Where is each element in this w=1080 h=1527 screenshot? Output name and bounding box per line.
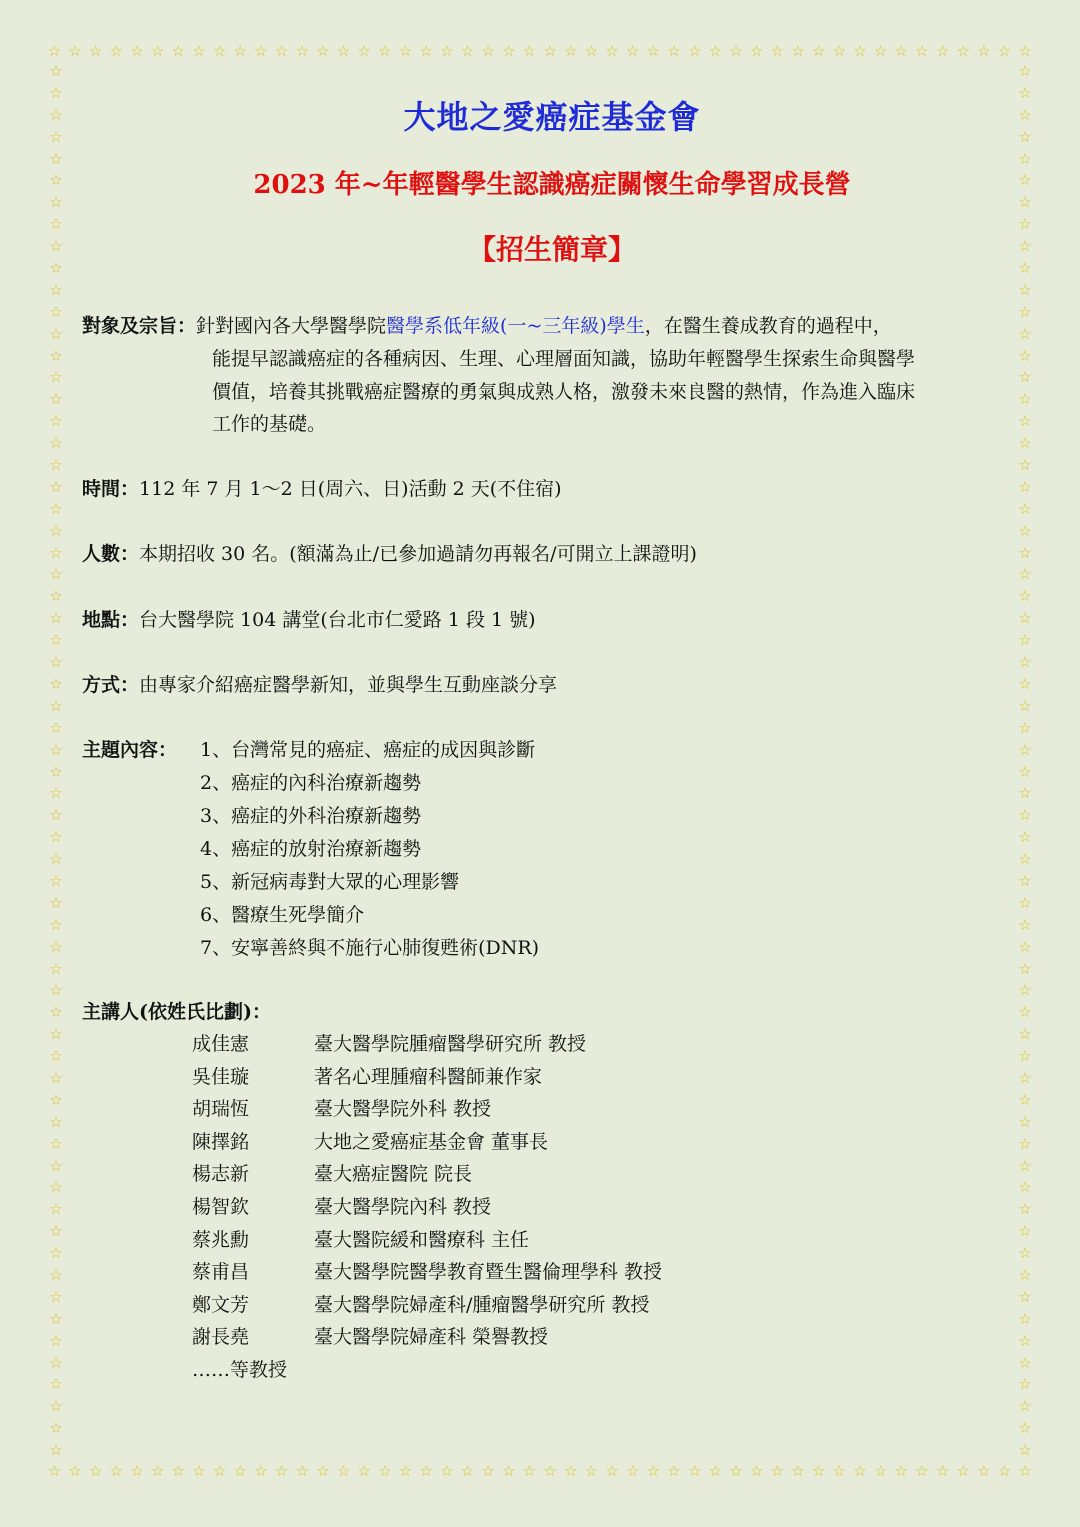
star-icon: ☆ [1018,1156,1032,1175]
star-icon: ☆ [49,981,63,1000]
star-icon: ☆ [49,653,63,672]
star-icon: ☆ [935,44,950,60]
speaker-row [192,1126,662,1159]
star-icon: ☆ [1018,412,1032,431]
star-icon: ☆ [49,64,63,80]
star-icon: ☆ [1018,1112,1032,1131]
place-row [82,604,536,637]
star-icon: ☆ [49,434,63,453]
star-icon: ☆ [49,1178,63,1197]
speaker-title: 臺大醫學院婦產科 榮譽教授 [314,1326,549,1349]
star-icon: ☆ [49,1309,63,1328]
star-icon: ☆ [687,1464,702,1480]
star-icon: ☆ [1018,499,1032,518]
star-icon: ☆ [49,1047,63,1066]
star-icon: ☆ [667,1464,681,1480]
speaker-row [192,1224,662,1257]
star-icon: ☆ [1018,1090,1032,1109]
star-icon: ☆ [770,1464,785,1480]
star-icon: ☆ [873,1464,888,1480]
star-icon: ☆ [49,280,63,299]
star-icon: ☆ [49,959,63,978]
star-icon: ☆ [625,1464,640,1480]
star-icon: ☆ [254,44,268,60]
speaker-row [192,1158,662,1191]
star-icon: ☆ [564,44,578,60]
star-icon: ☆ [522,1464,537,1480]
topic-item: 1、台灣常見的癌症、癌症的成因與診斷 [200,739,536,761]
topic-item: 7、安寧善終與不施行心肺復甦術(DNR) [200,937,540,959]
star-icon: ☆ [398,1464,413,1480]
star-icon: ☆ [1018,390,1032,409]
speaker-title: 大地之愛癌症基金會 董事長 [314,1130,549,1153]
speakers-label: 主講人(依姓氏比劃)： [82,1001,271,1023]
star-icon: ☆ [1018,1441,1032,1460]
star-icon: ☆ [1018,1287,1032,1306]
star-icon: ☆ [1018,346,1032,365]
star-icon: ☆ [49,1090,63,1109]
star-icon: ☆ [49,390,63,409]
star-icon: ☆ [481,44,495,60]
star-icon: ☆ [49,105,63,124]
star-icon: ☆ [49,193,63,212]
star-icon: ☆ [49,1287,63,1306]
star-icon: ☆ [543,44,557,60]
method-label: 方式： [82,674,140,696]
speaker-row [192,1256,662,1289]
speaker-name: 吳佳璇 [192,1065,250,1088]
star-icon: ☆ [49,1331,63,1350]
star-icon: ☆ [1018,1222,1032,1241]
star-icon: ☆ [88,1464,103,1480]
star-icon: ☆ [1018,1331,1032,1350]
star-icon: ☆ [708,44,723,60]
star-icon: ☆ [770,44,785,60]
star-border-left [46,64,66,1464]
star-icon: ☆ [49,850,63,869]
star-icon: ☆ [1018,762,1032,781]
star-icon: ☆ [811,44,826,60]
star-icon: ☆ [1018,696,1032,715]
star-icon: ☆ [49,1003,63,1022]
speaker-title: 臺大癌症醫院 院長 [314,1163,473,1186]
topic-item: 4、癌症的放射治療新趨勢 [200,838,422,860]
star-icon: ☆ [853,44,867,60]
star-icon: ☆ [440,1464,454,1480]
star-icon: ☆ [1018,1309,1032,1328]
star-icon: ☆ [49,718,63,737]
topic-item: 2、癌症的內科治療新趨勢 [200,772,422,794]
star-icon: ☆ [832,1464,846,1480]
star-icon: ☆ [1018,1353,1032,1372]
star-icon: ☆ [336,44,351,60]
topics-label: 主題內容： [82,739,178,761]
star-icon: ☆ [1018,1244,1032,1263]
star-icon: ☆ [49,259,63,278]
star-icon: ☆ [1018,587,1032,606]
star-icon: ☆ [687,44,702,60]
star-icon: ☆ [49,127,63,146]
place-label: 地點： [82,609,140,631]
method-row [82,669,557,702]
star-icon: ☆ [1018,828,1032,847]
star-icon: ☆ [791,44,805,60]
star-icon: ☆ [522,44,537,60]
star-icon: ☆ [1018,456,1032,475]
star-icon: ☆ [1018,302,1032,321]
star-icon: ☆ [1018,477,1032,496]
star-icon: ☆ [49,1025,63,1044]
speaker-title: 著名心理腫瘤科醫師兼作家 [314,1065,543,1088]
topics-list [200,734,539,965]
star-icon: ☆ [1018,193,1032,212]
star-icon: ☆ [1018,259,1032,278]
star-icon: ☆ [997,1464,1012,1480]
star-icon: ☆ [956,1464,970,1480]
speaker-title: 臺大醫院緩和醫療科 主任 [314,1228,530,1251]
star-icon: ☆ [832,44,846,60]
star-icon: ☆ [316,44,330,60]
star-icon: ☆ [49,1265,63,1284]
star-icon: ☆ [873,44,888,60]
star-icon: ☆ [49,631,63,650]
star-icon: ☆ [977,1464,991,1480]
star-icon: ☆ [1018,718,1032,737]
purpose-line2: 能提早認識癌症的各種病因、生理、心理層面知識，協助年輕醫學生探索生命與醫學 [212,348,916,370]
star-icon: ☆ [605,44,619,60]
speaker-title: 臺大醫學院婦產科/腫瘤醫學研究所 教授 [314,1293,650,1316]
star-icon: ☆ [336,1464,351,1480]
star-icon: ☆ [49,149,63,168]
star-icon: ☆ [1018,368,1032,387]
count-row [82,538,697,571]
purpose-label: 對象及宗旨： [82,315,197,337]
star-icon: ☆ [646,44,661,60]
star-icon: ☆ [378,44,392,60]
star-icon: ☆ [49,477,63,496]
star-icon: ☆ [49,1222,63,1241]
star-icon: ☆ [150,1464,165,1480]
purpose-line1-post: ，在醫生養成教育的過程中， [644,315,892,337]
time-value: 112 年 7 月 1～2 日(周六、日)活動 2 天(不住宿) [139,478,562,500]
speaker-row [192,1289,662,1322]
star-icon: ☆ [49,499,63,518]
star-icon: ☆ [357,1464,371,1480]
star-icon: ☆ [1018,1464,1032,1480]
star-icon: ☆ [894,1464,908,1480]
star-icon: ☆ [49,915,63,934]
star-icon: ☆ [233,1464,247,1480]
star-icon: ☆ [440,44,454,60]
star-icon: ☆ [274,1464,289,1480]
star-icon: ☆ [49,609,63,628]
star-icon: ☆ [130,44,144,60]
star-icon: ☆ [1018,850,1032,869]
star-icon: ☆ [68,1464,82,1480]
star-icon: ☆ [49,368,63,387]
speaker-title: 臺大醫學院內科 教授 [314,1195,492,1218]
star-icon: ☆ [1018,127,1032,146]
star-icon: ☆ [1018,105,1032,124]
star-icon: ☆ [212,44,227,60]
star-icon: ☆ [460,44,475,60]
star-icon: ☆ [357,44,371,60]
star-border-top [44,44,1036,64]
star-icon: ☆ [109,1464,124,1480]
star-icon: ☆ [109,44,124,60]
star-icon: ☆ [49,521,63,540]
star-icon: ☆ [460,1464,475,1480]
star-icon: ☆ [1018,784,1032,803]
star-icon: ☆ [1018,1200,1032,1219]
organization-title: 大地之愛癌症基金會 [403,98,701,136]
purpose-line1-highlight: 醫學系低年級(一~三年級)學生 [386,315,645,337]
count-label: 人數： [82,543,140,565]
star-icon: ☆ [749,1464,764,1480]
star-icon: ☆ [419,1464,433,1480]
star-icon: ☆ [1018,521,1032,540]
star-icon: ☆ [295,1464,309,1480]
star-icon: ☆ [49,565,63,584]
star-icon: ☆ [1018,740,1032,759]
star-icon: ☆ [274,44,289,60]
star-icon: ☆ [729,1464,743,1480]
speaker-row [192,1093,662,1126]
star-icon: ☆ [1018,653,1032,672]
star-icon: ☆ [49,740,63,759]
star-icon: ☆ [1018,1419,1032,1438]
star-icon: ☆ [1018,609,1032,628]
speaker-title: 臺大醫學院醫學教育暨生醫倫理學科 教授 [314,1261,663,1284]
purpose-line3: 價值，培養其挑戰癌症醫療的勇氣與成熟人格，激發未來良醫的熱情，作為進入臨床 [212,381,916,403]
star-icon: ☆ [233,44,247,60]
time-label: 時間： [82,478,140,500]
star-icon: ☆ [1018,434,1032,453]
star-icon: ☆ [171,44,185,60]
star-icon: ☆ [1018,83,1032,102]
star-icon: ☆ [1018,543,1032,562]
star-icon: ☆ [49,1441,63,1460]
star-icon: ☆ [1018,915,1032,934]
topic-item: 3、癌症的外科治療新趨勢 [200,805,422,827]
star-icon: ☆ [584,44,599,60]
star-icon: ☆ [1018,981,1032,1000]
star-icon: ☆ [729,44,743,60]
speaker-name: 楊志新 [192,1163,250,1186]
star-icon: ☆ [1018,806,1032,825]
star-icon: ☆ [49,828,63,847]
count-value: 本期招收 30 名。(額滿為止/已參加過請勿再報名/可開立上課證明) [139,543,697,565]
star-icon: ☆ [646,1464,661,1480]
topic-item: 6、醫療生死學簡介 [200,904,365,926]
star-icon: ☆ [1018,1265,1032,1284]
speaker-name: 鄭文芳 [192,1293,250,1316]
star-icon: ☆ [130,1464,144,1480]
star-icon: ☆ [254,1464,268,1480]
star-border-bottom [44,1464,1036,1484]
star-icon: ☆ [1018,937,1032,956]
star-icon: ☆ [49,302,63,321]
star-icon: ☆ [49,83,63,102]
star-icon: ☆ [543,1464,557,1480]
star-icon: ☆ [49,784,63,803]
star-icon: ☆ [49,456,63,475]
star-icon: ☆ [1018,149,1032,168]
speaker-title: 臺大醫學院外科 教授 [314,1098,492,1121]
speakers-more: ……等教授 [192,1358,288,1381]
star-icon: ☆ [1018,324,1032,343]
speakers-list [192,1028,662,1387]
star-icon: ☆ [1018,215,1032,234]
star-icon: ☆ [316,1464,330,1480]
star-icon: ☆ [49,1068,63,1087]
star-icon: ☆ [1018,565,1032,584]
star-icon: ☆ [708,1464,723,1480]
star-icon: ☆ [49,346,63,365]
star-icon: ☆ [49,806,63,825]
star-icon: ☆ [894,44,908,60]
star-icon: ☆ [49,412,63,431]
star-border-right [1015,64,1035,1464]
star-icon: ☆ [749,44,764,60]
star-icon: ☆ [481,1464,495,1480]
speaker-name: 陳擇銘 [192,1130,250,1153]
star-icon: ☆ [564,1464,578,1480]
star-icon: ☆ [49,1397,63,1416]
star-icon: ☆ [68,44,82,60]
star-icon: ☆ [295,44,309,60]
star-icon: ☆ [791,1464,805,1480]
star-icon: ☆ [502,1464,516,1480]
star-icon: ☆ [915,44,929,60]
star-icon: ☆ [625,44,640,60]
star-icon: ☆ [1018,237,1032,256]
star-icon: ☆ [1018,44,1032,60]
star-icon: ☆ [956,44,970,60]
star-icon: ☆ [49,324,63,343]
star-icon: ☆ [49,871,63,890]
star-icon: ☆ [419,44,433,60]
star-icon: ☆ [667,44,681,60]
star-icon: ☆ [977,44,991,60]
star-icon: ☆ [49,215,63,234]
star-icon: ☆ [192,1464,206,1480]
star-icon: ☆ [49,1375,63,1394]
star-icon: ☆ [1018,1068,1032,1087]
star-icon: ☆ [49,1353,63,1372]
star-icon: ☆ [49,587,63,606]
purpose-line4: 工作的基礎。 [212,413,327,435]
star-icon: ☆ [49,171,63,190]
star-icon: ☆ [47,1464,62,1480]
star-icon: ☆ [915,1464,929,1480]
star-icon: ☆ [1018,1047,1032,1066]
speaker-title: 臺大醫學院腫瘤醫學研究所 教授 [314,1033,587,1055]
star-icon: ☆ [49,543,63,562]
star-icon: ☆ [49,237,63,256]
star-icon: ☆ [1018,1397,1032,1416]
place-value: 台大醫學院 104 講堂(台北市仁愛路 1 段 1 號) [139,609,536,631]
purpose-line1-pre: 針對國內各大學醫學院 [196,315,387,337]
star-icon: ☆ [811,1464,826,1480]
star-icon: ☆ [212,1464,227,1480]
star-icon: ☆ [49,893,63,912]
star-icon: ☆ [49,674,63,693]
star-icon: ☆ [1018,1375,1032,1394]
star-icon: ☆ [378,1464,392,1480]
time-row [82,473,562,506]
star-icon: ☆ [1018,1134,1032,1153]
speaker-name: 蔡兆勳 [192,1228,250,1251]
star-icon: ☆ [49,1244,63,1263]
speaker-name: 成佳憲 [192,1033,250,1055]
star-icon: ☆ [49,696,63,715]
star-icon: ☆ [1018,171,1032,190]
star-icon: ☆ [1018,280,1032,299]
star-icon: ☆ [1018,1178,1032,1197]
star-icon: ☆ [192,44,206,60]
star-icon: ☆ [1018,631,1032,650]
star-icon: ☆ [398,44,413,60]
star-icon: ☆ [49,1156,63,1175]
star-icon: ☆ [1018,64,1032,80]
star-icon: ☆ [997,44,1012,60]
speaker-row [192,1191,662,1224]
star-icon: ☆ [935,1464,950,1480]
star-icon: ☆ [1018,959,1032,978]
star-icon: ☆ [47,44,62,60]
star-icon: ☆ [171,1464,185,1480]
star-icon: ☆ [584,1464,599,1480]
speaker-name: 胡瑞恆 [192,1098,250,1121]
speaker-name: 蔡甫昌 [192,1261,250,1284]
star-icon: ☆ [605,1464,619,1480]
speaker-row [192,1061,662,1094]
star-icon: ☆ [150,44,165,60]
star-icon: ☆ [1018,893,1032,912]
star-icon: ☆ [853,1464,867,1480]
star-icon: ☆ [49,1134,63,1153]
brochure-tag: 【招生簡章】 [467,233,636,266]
star-icon: ☆ [49,1419,63,1438]
star-icon: ☆ [49,1200,63,1219]
star-icon: ☆ [88,44,103,60]
star-icon: ☆ [49,762,63,781]
speaker-name: 謝長堯 [192,1326,250,1349]
star-icon: ☆ [49,937,63,956]
speaker-row [192,1321,662,1354]
event-title: 2023 年~年輕醫學生認識癌症關懷生命學習成長營 [253,170,851,200]
method-value: 由專家介紹癌症醫學新知，並與學生互動座談分享 [139,674,558,696]
star-icon: ☆ [1018,1025,1032,1044]
topic-item: 5、新冠病毒對大眾的心理影響 [200,871,460,893]
speaker-name: 楊智欽 [192,1195,250,1218]
star-icon: ☆ [1018,674,1032,693]
star-icon: ☆ [1018,1003,1032,1022]
purpose-section [82,310,1022,343]
star-icon: ☆ [1018,871,1032,890]
speaker-row [192,1028,662,1061]
star-icon: ☆ [502,44,516,60]
star-icon: ☆ [49,1112,63,1131]
